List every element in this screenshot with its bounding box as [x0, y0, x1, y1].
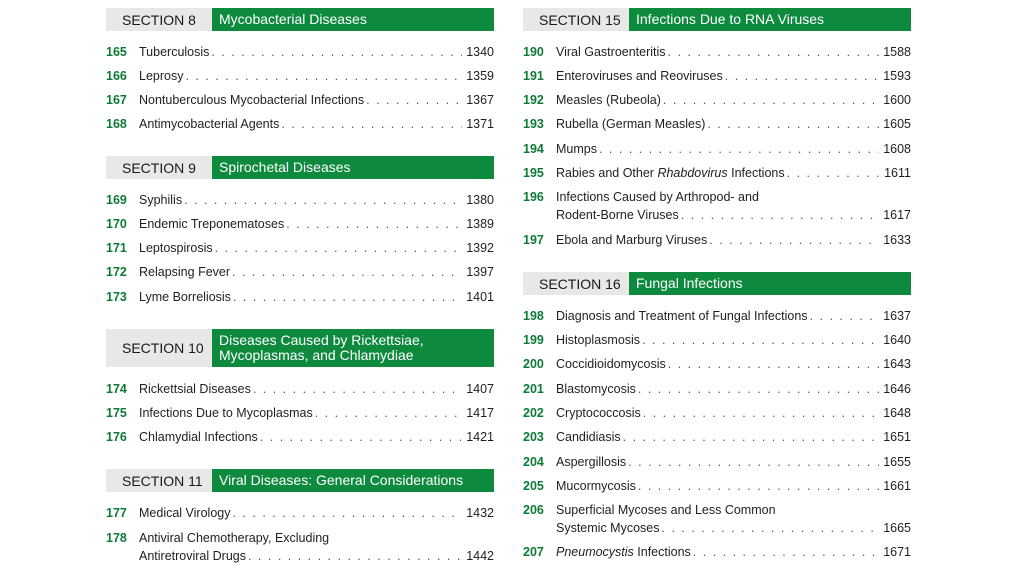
page-number: 1401: [466, 290, 494, 304]
chapter-number: 192: [523, 93, 544, 107]
chapter-title: Ebola and Marburg Viruses: [556, 233, 708, 247]
section-title: Spirochetal Diseases: [212, 156, 494, 179]
chapter-number: 174: [106, 382, 127, 396]
chapter-title: Superficial Mycoses and Less Common: [556, 503, 776, 517]
chapter-number: 175: [106, 406, 127, 420]
page-number: 1389: [466, 217, 494, 231]
chapter-number: 200: [523, 357, 544, 371]
leader-dots: [643, 404, 879, 422]
page-number: 1611: [884, 166, 911, 180]
chapter-number: 173: [106, 290, 127, 304]
leader-dots: [232, 263, 462, 281]
chapter-number: 203: [523, 430, 544, 444]
section-label: SECTION 11: [106, 469, 212, 492]
page-number: 1671: [883, 545, 911, 559]
page-number: 1661: [883, 479, 911, 493]
chapter-title: Viral Gastroenteritis: [556, 45, 666, 59]
leader-dots: [599, 140, 879, 158]
page-number: 1588: [883, 45, 911, 59]
leader-dots: [185, 67, 462, 85]
section-header-16: [523, 272, 911, 295]
chapter-number: 170: [106, 217, 127, 231]
chapter-number: 204: [523, 455, 544, 469]
chapter-title: Lyme Borreliosis: [139, 290, 231, 304]
chapter-title: Rabies and Other Rhabdovirus Infections: [556, 166, 785, 180]
chapter-title: Endemic Treponematoses: [139, 217, 285, 231]
leader-dots: [663, 91, 879, 109]
chapter-number: 167: [106, 93, 127, 107]
chapter-title: Aspergillosis: [556, 455, 627, 469]
section-header-10: [106, 329, 494, 367]
leader-dots: [281, 115, 462, 133]
chapter-title: Medical Virology: [139, 506, 231, 520]
chapter-number: 168: [106, 117, 127, 131]
chapter-number: 176: [106, 430, 127, 444]
chapter-number: 196: [523, 190, 544, 204]
section-title: Infections Due to RNA Viruses: [629, 8, 911, 31]
section-title-line: Diseases Caused by Rickettsiae,: [219, 332, 424, 348]
section-label: SECTION 9: [106, 156, 212, 179]
page-number: 1397: [466, 265, 494, 279]
chapter-title: Rodent-Borne Viruses: [556, 208, 679, 222]
leader-dots: [253, 380, 462, 398]
chapter-title: Tuberculosis: [139, 45, 210, 59]
chapter-title: Diagnosis and Treatment of Fungal Infections: [556, 309, 808, 323]
section-label: SECTION 15: [523, 8, 629, 31]
chapter-number: 202: [523, 406, 544, 420]
chapter-title: Rubella (German Measles): [556, 117, 706, 131]
leader-dots: [638, 477, 879, 495]
page-number: 1648: [883, 406, 911, 420]
leader-dots: [662, 519, 880, 537]
page-number: 1637: [883, 309, 911, 323]
leader-dots: [628, 453, 879, 471]
chapter-title: Antiviral Chemotherapy, Excluding: [139, 531, 330, 545]
chapter-number: 199: [523, 333, 544, 347]
chapter-title: Cryptococcosis: [556, 406, 641, 420]
page-number: 1417: [466, 406, 494, 420]
page-number: 1640: [883, 333, 911, 347]
page-number: 1407: [466, 382, 494, 396]
leader-dots: [623, 428, 879, 446]
section-header-9: [106, 156, 494, 179]
chapter-title: Mumps: [556, 142, 597, 156]
section-title-line: Mycoplasmas, and Chlamydiae: [219, 347, 414, 363]
chapter-title: Rickettsial Diseases: [139, 382, 251, 396]
chapter-title: Histoplasmosis: [556, 333, 641, 347]
leader-dots: [233, 288, 462, 306]
page-number: 1605: [883, 117, 911, 131]
chapter-title: Enteroviruses and Reoviruses: [556, 69, 723, 83]
leader-dots: [810, 307, 879, 325]
page-number: 1432: [466, 506, 494, 520]
leader-dots: [668, 43, 879, 61]
chapter-number: 171: [106, 241, 127, 255]
chapter-title: Measles (Rubeola): [556, 93, 661, 107]
chapter-number: 172: [106, 265, 127, 279]
chapter-number: 198: [523, 309, 544, 323]
leader-dots: [725, 67, 879, 85]
chapter-title: Nontuberculous Mycobacterial Infections: [139, 93, 365, 107]
page-number: 1442: [466, 549, 494, 563]
section-title: Viral Diseases: General Considerations: [212, 469, 494, 492]
leader-dots: [707, 115, 879, 133]
chapter-number: 206: [523, 503, 544, 517]
chapter-number: 178: [106, 531, 127, 545]
page-number: 1340: [466, 45, 494, 59]
chapter-number: 207: [523, 545, 544, 559]
chapter-title: Pneumocystis Infections: [556, 545, 691, 559]
leader-dots: [315, 404, 462, 422]
chapter-number: 205: [523, 479, 544, 493]
page-number: 1646: [883, 382, 911, 396]
chapter-title: Leprosy: [139, 69, 184, 83]
section-title: Fungal Infections: [629, 272, 911, 295]
chapter-number: 165: [106, 45, 127, 59]
chapter-title: Antiretroviral Drugs: [139, 549, 246, 563]
italic-term: Pneumocystis: [556, 545, 634, 559]
page-number: 1643: [883, 357, 911, 371]
chapter-number: 169: [106, 193, 127, 207]
section-header-15: [523, 8, 911, 31]
section-title: [212, 329, 494, 367]
leader-dots: [638, 380, 879, 398]
chapter-title: Syphilis: [139, 193, 183, 207]
chapter-number: 191: [523, 69, 544, 83]
page-number: 1617: [883, 208, 911, 222]
chapter-title: Coccidioidomycosis: [556, 357, 666, 371]
leader-dots: [232, 504, 462, 522]
section-header-11: [106, 469, 494, 492]
leader-dots: [709, 231, 879, 249]
chapter-number: 195: [523, 166, 544, 180]
chapter-number: 166: [106, 69, 127, 83]
italic-term: Rhabdovirus: [657, 166, 728, 180]
chapter-number: 197: [523, 233, 544, 247]
page-number: 1651: [883, 430, 911, 444]
page-number: 1655: [883, 455, 911, 469]
leader-dots: [248, 547, 462, 565]
page-number: 1380: [466, 193, 494, 207]
page-number: 1359: [466, 69, 494, 83]
page-number: 1600: [883, 93, 911, 107]
leader-dots: [642, 331, 879, 349]
section-label: SECTION 8: [106, 8, 212, 31]
chapter-title: Candidiasis: [556, 430, 621, 444]
page-number: 1392: [466, 241, 494, 255]
section-label: SECTION 10: [106, 329, 212, 367]
page-number: 1367: [466, 93, 494, 107]
leader-dots: [787, 164, 879, 182]
chapter-number: 201: [523, 382, 544, 396]
chapter-number: 177: [106, 506, 127, 520]
chapter-number: 194: [523, 142, 544, 156]
leader-dots: [681, 206, 879, 224]
chapter-title: Relapsing Fever: [139, 265, 231, 279]
chapter-number: 193: [523, 117, 544, 131]
leader-dots: [215, 239, 462, 257]
leader-dots: [693, 543, 879, 561]
page-number: 1371: [466, 117, 494, 131]
chapter-title: Leptospirosis: [139, 241, 213, 255]
page-number: 1665: [883, 521, 911, 535]
chapter-title: Mucormycosis: [556, 479, 636, 493]
leader-dots: [286, 215, 462, 233]
chapter-title: Infections Caused by Arthropod- and: [556, 190, 759, 204]
leader-dots: [366, 91, 462, 109]
section-header-8: [106, 8, 494, 31]
chapter-number: 190: [523, 45, 544, 59]
chapter-title: Chlamydial Infections: [139, 430, 258, 444]
leader-dots: [184, 191, 462, 209]
page-number: 1593: [883, 69, 911, 83]
page-number: 1608: [883, 142, 911, 156]
section-title: Mycobacterial Diseases: [212, 8, 494, 31]
page-number: 1633: [883, 233, 911, 247]
leader-dots: [211, 43, 462, 61]
leader-dots: [668, 355, 879, 373]
section-label: SECTION 16: [523, 272, 629, 295]
page-number: 1421: [466, 430, 494, 444]
chapter-title: Infections Due to Mycoplasmas: [139, 406, 313, 420]
leader-dots: [260, 428, 462, 446]
chapter-title: Blastomycosis: [556, 382, 636, 396]
chapter-title: Systemic Mycoses: [556, 521, 660, 535]
chapter-title: Antimycobacterial Agents: [139, 117, 280, 131]
